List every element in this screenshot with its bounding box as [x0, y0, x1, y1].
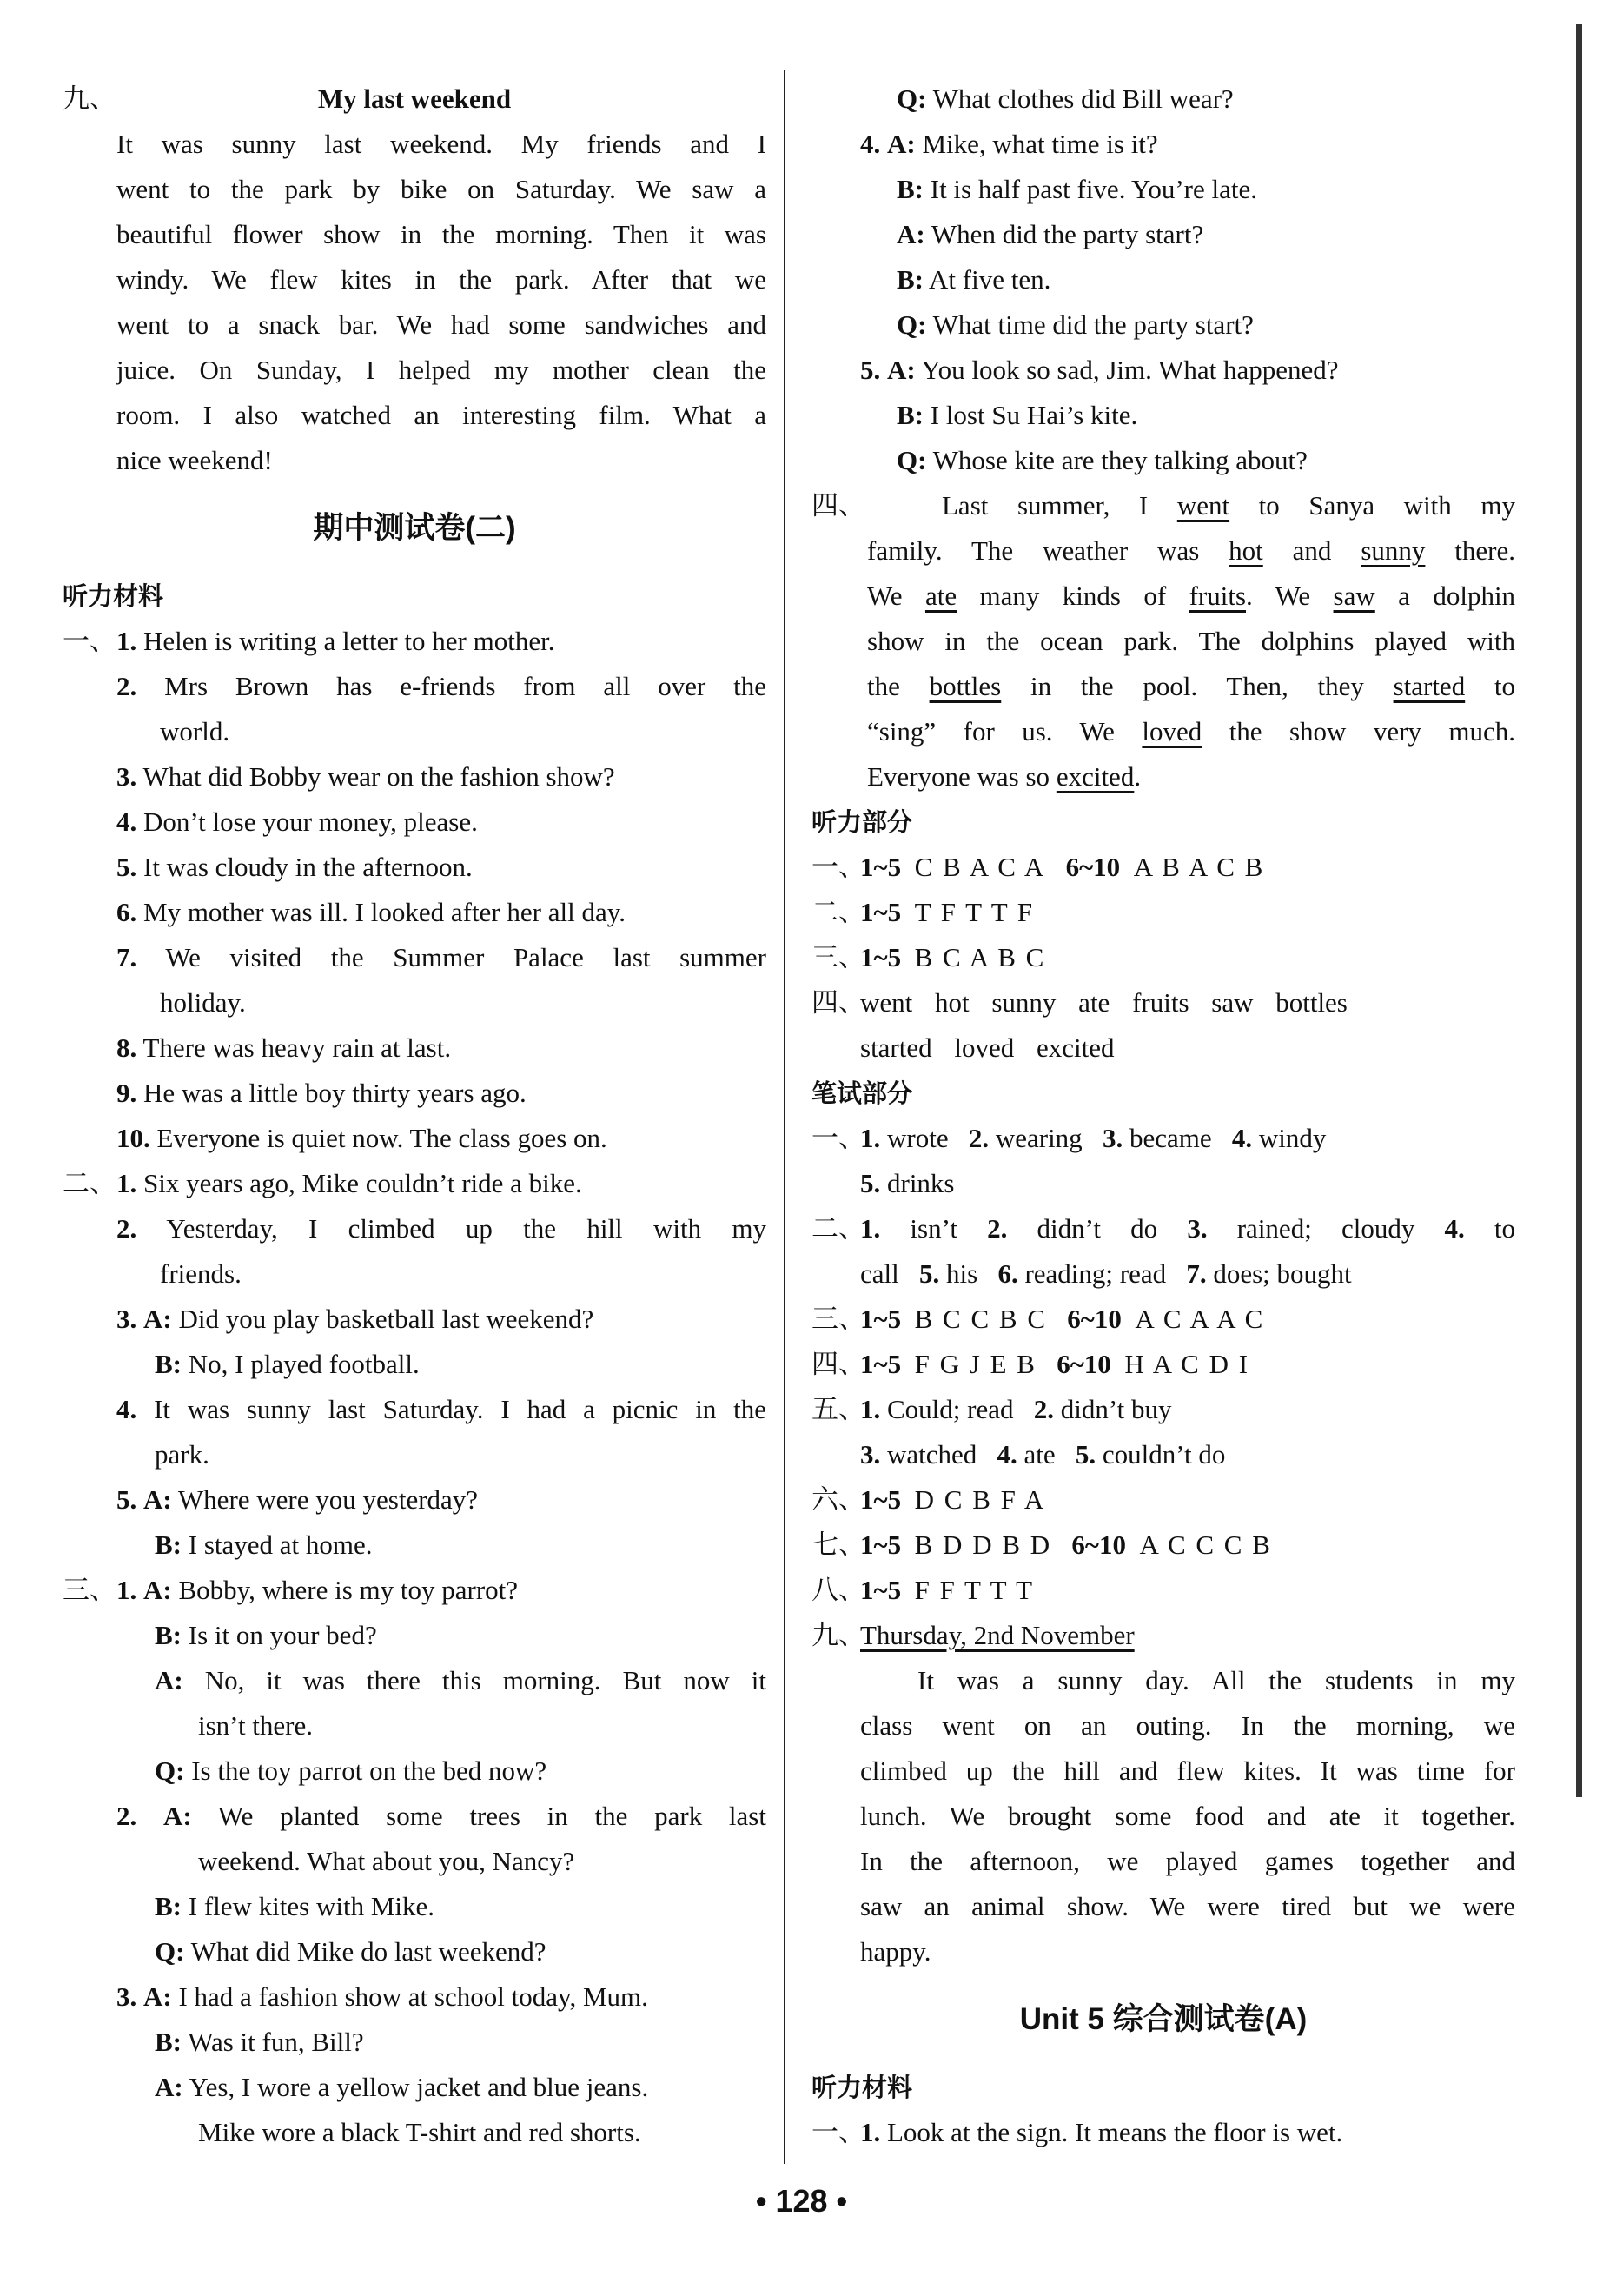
essay-line: went to a snack bar. We had some sandwiches and — [116, 309, 766, 340]
right-column — [811, 76, 1515, 2155]
listening-title: 听力材料 — [63, 581, 164, 611]
dialogue-line — [811, 167, 1515, 212]
answer-row-continued — [811, 1161, 1515, 1206]
item-continued: friends. — [160, 1258, 242, 1289]
cloze-text: . — [1134, 761, 1142, 792]
answer-range: 1~5 — [860, 1349, 902, 1379]
answer-value: became — [1129, 1123, 1212, 1153]
cloze-text: many kinds of — [979, 581, 1167, 611]
answer-row-continued: started loved excited — [860, 1032, 1115, 1063]
dialogue-line — [63, 1613, 766, 1658]
part-marker: 一、 — [811, 852, 865, 882]
cloze-text: there. — [1454, 535, 1516, 566]
question-line — [63, 1749, 766, 1794]
answer-values: A C C C B — [1139, 1530, 1272, 1560]
question-text: What clothes did Bill wear? — [932, 83, 1234, 114]
item — [63, 1974, 766, 2020]
essay-line: lunch. We brought some food and ate it together. — [860, 1801, 1515, 1831]
cloze-answer: ate — [924, 581, 957, 611]
test-title: 期中测试卷(二) — [313, 511, 516, 545]
answer-value: call — [860, 1258, 899, 1289]
item — [63, 845, 766, 890]
item-continued: world. — [160, 716, 230, 747]
answer-number: 1. — [860, 1123, 881, 1153]
page-edge-shadow — [1576, 24, 1582, 1797]
answer-range: 6~10 — [1057, 1349, 1111, 1379]
answer-number: 2. — [987, 1213, 1008, 1244]
answer-value: does; bought — [1213, 1258, 1352, 1289]
cloze-text: the — [867, 671, 900, 701]
dialogue-text: Mike, what time is it? — [922, 129, 1158, 159]
dialogue-line — [63, 1658, 766, 1703]
question-line — [63, 1929, 766, 1974]
dialogue-text: Is it on your bed? — [188, 1620, 377, 1650]
answer-number: 2. — [1033, 1394, 1054, 1424]
speaker: B: — [155, 1620, 182, 1650]
speaker: B: — [155, 1891, 182, 1921]
item — [63, 1794, 766, 1839]
speaker: A: — [887, 355, 916, 385]
left-column — [63, 76, 766, 2155]
part-marker: 二、 — [63, 1168, 116, 1198]
dialogue-text: Where were you yesterday? — [177, 1484, 479, 1515]
part-marker: 一、 — [63, 626, 116, 656]
cloze-line — [811, 709, 1515, 754]
item-text: There was heavy rain at last. — [142, 1032, 452, 1063]
essay-date: Thursday, 2nd November — [860, 1620, 1135, 1650]
dialogue-text: I lost Su Hai’s kite. — [930, 400, 1138, 430]
item — [63, 1025, 766, 1071]
answer-number: 1. — [860, 1394, 881, 1424]
answer-range: 6~10 — [1071, 1530, 1127, 1560]
item-text: Helen is writing a letter to her mother. — [143, 626, 555, 656]
item-number: 1. — [116, 626, 137, 656]
answer-row — [811, 935, 1515, 980]
item — [63, 935, 766, 980]
item-number: 8. — [116, 1032, 137, 1063]
item — [63, 890, 766, 935]
answer-values: T F T T F — [914, 897, 1035, 927]
item-continued: holiday. — [160, 987, 246, 1018]
answer-row — [811, 1342, 1515, 1387]
answer-number: 4. — [1444, 1213, 1465, 1244]
speaker: B: — [155, 1349, 182, 1379]
cloze-answer: excited — [1056, 761, 1135, 792]
dialogue-line — [811, 393, 1515, 438]
cloze-line — [811, 574, 1515, 619]
part-marker: 五、 — [811, 1394, 865, 1424]
cloze-text: and — [1292, 535, 1332, 566]
answer-range: 1~5 — [860, 1304, 902, 1334]
dialogue-line — [63, 1342, 766, 1387]
answer-row — [811, 845, 1515, 890]
speaker: B: — [155, 2027, 182, 2057]
essay-line: In the afternoon, we played games together and — [860, 1846, 1515, 1876]
item-text: Everyone is quiet now. The class goes on. — [156, 1123, 607, 1153]
item-number: 5. — [860, 355, 881, 385]
speaker: Q: — [897, 83, 927, 114]
dialogue-line — [811, 257, 1515, 302]
unit-test-title: Unit 5 综合测试卷(A) — [1019, 2002, 1308, 2036]
item-text: He was a little boy thirty years ago. — [143, 1078, 527, 1108]
cloze-line — [811, 528, 1515, 574]
dialogue-text: No, I played football. — [188, 1349, 420, 1379]
answer-row — [811, 1523, 1515, 1568]
answer-values: went hot sunny ate fruits saw bottles — [860, 987, 1348, 1018]
answer-number: 3. — [1187, 1213, 1208, 1244]
speaker: A: — [155, 1665, 183, 1695]
answer-row-continued — [811, 1251, 1515, 1297]
part-marker: 八、 — [811, 1575, 865, 1605]
answer-row-continued — [811, 1432, 1515, 1477]
part-marker: 二、 — [811, 1213, 865, 1244]
answer-row — [811, 1297, 1515, 1342]
item-number: 5. — [116, 1484, 137, 1515]
part-marker: 七、 — [811, 1530, 865, 1560]
essay-line: room. I also watched an interesting film. What a — [116, 400, 766, 430]
cloze-answer: loved — [1142, 716, 1202, 747]
answer-value: Could; read — [887, 1394, 1014, 1424]
answer-range: 1~5 — [860, 1575, 902, 1605]
cloze-line — [811, 664, 1515, 709]
essay-line: It was sunny last weekend. My friends and I — [116, 129, 766, 159]
cloze-answer: bottles — [929, 671, 1002, 701]
answer-values: B D D B D — [914, 1530, 1052, 1560]
cloze-text: family. The weather was — [867, 535, 1200, 566]
part-marker: 一、 — [811, 2117, 865, 2147]
answer-row — [811, 1613, 1515, 1658]
item — [63, 800, 766, 845]
cloze-answer: went — [1176, 490, 1230, 521]
essay-line: saw an animal show. We were tired but we were — [860, 1891, 1515, 1921]
answer-values: A C A A C — [1135, 1304, 1265, 1334]
cloze-answer: fruits — [1189, 581, 1247, 611]
item — [63, 1206, 766, 1251]
cloze-text: Last summer, I — [942, 490, 1149, 521]
essay-title: My last weekend — [317, 83, 512, 114]
essay-line: happy. — [860, 1936, 931, 1967]
item-text: Look at the sign. It means the floor is wet. — [887, 2117, 1343, 2147]
dialogue-continued: isn’t there. — [198, 1710, 314, 1741]
dialogue-text: Yes, I wore a yellow jacket and blue jeans. — [189, 2072, 649, 2102]
answer-range: 6~10 — [1067, 1304, 1122, 1334]
item-number: 2. — [116, 1213, 137, 1244]
answer-value: windy — [1258, 1123, 1327, 1153]
part-marker: 六、 — [811, 1484, 865, 1515]
part-marker: 九、 — [811, 1620, 865, 1650]
cloze-answer: sunny — [1361, 535, 1426, 566]
listening-title: 听力材料 — [811, 2073, 913, 2102]
answer-range: 6~10 — [1065, 852, 1121, 882]
essay-line: climbed up the hill and flew kites. It was time for — [860, 1755, 1515, 1786]
item-number: 5. — [116, 852, 137, 882]
cloze-text: to Sanya with my — [1258, 490, 1515, 521]
dialogue-line — [63, 2065, 766, 2110]
speaker: A: — [155, 2072, 183, 2102]
answer-row — [811, 980, 1399, 1025]
answer-row — [811, 1568, 1515, 1613]
answer-row — [811, 1387, 1515, 1432]
answer-value: didn’t do — [1037, 1213, 1158, 1244]
written-answers-title: 笔试部分 — [811, 1078, 913, 1108]
item-number: 9. — [116, 1078, 137, 1108]
answer-values: A B A C B — [1133, 852, 1265, 882]
answer-value: rained; cloudy — [1236, 1213, 1415, 1244]
part-marker: 四、 — [811, 490, 865, 521]
answer-number: 7. — [1186, 1258, 1207, 1289]
dialogue-line — [63, 1523, 766, 1568]
part-marker: 一、 — [811, 1123, 865, 1153]
cloze-text: the show very much. — [1229, 716, 1516, 747]
item — [63, 1568, 766, 1613]
item-text: Don’t lose your money, please. — [143, 806, 478, 837]
answer-number: 6. — [997, 1258, 1018, 1289]
answer-number: 5. — [919, 1258, 940, 1289]
speaker: A: — [887, 129, 916, 159]
answer-number: 3. — [1102, 1123, 1123, 1153]
item-text: We visited the Summer Palace last summer — [165, 942, 766, 972]
dialogue-text: I stayed at home. — [188, 1530, 373, 1560]
item — [63, 1387, 766, 1432]
speaker: Q: — [897, 445, 927, 475]
item-text: Mrs Brown has e-friends from all over the — [164, 671, 766, 701]
item-number: 1. — [116, 1575, 137, 1605]
item-number: 1. — [860, 2117, 881, 2147]
cloze-text: “sing” for us. We — [867, 716, 1115, 747]
item-text: Yesterday, I climbed up the hill with my — [166, 1213, 766, 1244]
answer-value: his — [946, 1258, 978, 1289]
speaker: B: — [897, 264, 924, 295]
dialogue-text: I flew kites with Mike. — [188, 1891, 435, 1921]
answer-row — [811, 1477, 1515, 1523]
answer-row — [811, 1116, 1515, 1161]
item-number: 4. — [116, 1394, 137, 1424]
speaker: Q: — [897, 309, 927, 340]
dialogue-text: Was it fun, Bill? — [188, 2027, 364, 2057]
answer-range: 1~5 — [860, 897, 902, 927]
cloze-text: . We — [1246, 581, 1311, 611]
answer-range: 1~5 — [860, 852, 902, 882]
essay-line: juice. On Sunday, I helped my mother clean the — [116, 355, 766, 385]
speaker: B: — [155, 1530, 182, 1560]
dialogue-line — [63, 2020, 766, 2065]
answer-values: F F T T T — [914, 1575, 1035, 1605]
answer-row — [811, 1206, 1515, 1251]
part-marker: 二、 — [811, 897, 865, 927]
answer-number: 1. — [860, 1213, 881, 1244]
item — [63, 619, 766, 664]
part-marker: 三、 — [811, 942, 865, 972]
dialogue-text: No, it was there this morning. But now it — [204, 1665, 766, 1695]
answer-row — [811, 890, 1515, 935]
essay-line: beautiful flower show in the morning. Then it was — [116, 219, 766, 249]
answer-number: 4. — [997, 1439, 1017, 1470]
item-number: 2. — [116, 671, 137, 701]
answer-number: 4. — [1231, 1123, 1253, 1153]
item-text: What did Bobby wear on the fashion show? — [142, 761, 615, 792]
speaker: Q: — [155, 1755, 185, 1786]
answer-values: D C B F A — [914, 1484, 1046, 1515]
question-text: Is the toy parrot on the bed now? — [191, 1755, 547, 1786]
item-text: Six years ago, Mike couldn’t ride a bike. — [143, 1168, 582, 1198]
column-divider — [784, 70, 785, 2164]
item — [811, 2110, 1515, 2155]
item-continued: park. — [155, 1439, 209, 1470]
dialogue-text: Bobby, where is my toy parrot? — [178, 1575, 519, 1605]
question-line — [811, 438, 1515, 483]
dialogue-text: At five ten. — [929, 264, 1051, 295]
answer-value: to — [1494, 1213, 1516, 1244]
essay-line: went to the park by bike on Saturday. We saw a — [116, 174, 766, 204]
item — [811, 122, 1515, 167]
item — [63, 1477, 766, 1523]
cloze-text: in the pool. Then, they — [1030, 671, 1364, 701]
essay-line: It was a sunny day. All the students in my — [917, 1665, 1515, 1695]
cloze-text: We — [867, 581, 903, 611]
answer-value: isn’t — [910, 1213, 957, 1244]
cloze-text: Everyone was so — [867, 761, 1050, 792]
part-marker: 四、 — [811, 1349, 865, 1379]
part-marker: 三、 — [811, 1304, 865, 1334]
cloze-text: a dolphin — [1398, 581, 1516, 611]
item — [63, 664, 766, 709]
dialogue-text: I had a fashion show at school today, Mum. — [178, 1981, 648, 2012]
question-line — [811, 76, 1515, 122]
dialogue-text: When did the party start? — [931, 219, 1204, 249]
answer-values: H A C D I — [1124, 1349, 1250, 1379]
answer-value: drinks — [887, 1168, 955, 1198]
essay-line: nice weekend! — [116, 445, 273, 475]
answer-values: C B A C A — [914, 852, 1046, 882]
item-number: 7. — [116, 942, 137, 972]
section-marker: 九、 — [63, 83, 116, 114]
answer-number: 3. — [860, 1439, 881, 1470]
item-number: 6. — [116, 897, 137, 927]
answer-value: wearing — [995, 1123, 1083, 1153]
item-text: It was sunny last Saturday. I had a picnic in the — [154, 1394, 767, 1424]
answer-values: B C A B C — [914, 942, 1046, 972]
item-number: 4. — [116, 806, 137, 837]
cloze-answer: started — [1393, 671, 1466, 701]
speaker: A: — [143, 1981, 172, 2012]
item-number: 1. — [116, 1168, 137, 1198]
question-text: What time did the party start? — [932, 309, 1254, 340]
item — [811, 348, 1515, 393]
listening-answers-title: 听力部分 — [811, 807, 913, 837]
dialogue-text: It is half past five. You’re late. — [930, 174, 1257, 204]
item — [63, 754, 766, 800]
answer-values: B C C B C — [914, 1304, 1048, 1334]
answer-value: didn’t buy — [1060, 1394, 1172, 1424]
answer-value: wrote — [887, 1123, 949, 1153]
speaker: A: — [897, 219, 925, 249]
item-number: 4. — [860, 129, 881, 159]
speaker: A: — [163, 1801, 192, 1831]
cloze-answer: hot — [1229, 535, 1263, 566]
item-number: 3. — [116, 761, 137, 792]
question-text: What did Mike do last weekend? — [190, 1936, 546, 1967]
item — [63, 1116, 766, 1161]
item — [63, 1297, 766, 1342]
item-number: 3. — [116, 1304, 137, 1334]
speaker: B: — [897, 174, 924, 204]
dialogue-continued: Mike wore a black T-shirt and red shorts. — [198, 2117, 641, 2147]
dialogue-text: You look so sad, Jim. What happened? — [921, 355, 1339, 385]
answer-value: couldn’t do — [1102, 1439, 1226, 1470]
page-number: • 128 • — [755, 2183, 848, 2219]
cloze-line: show in the ocean park. The dolphins played with — [867, 626, 1515, 656]
speaker: A: — [143, 1575, 172, 1605]
answer-range: 1~5 — [860, 942, 902, 972]
cloze-text: to — [1494, 671, 1516, 701]
cloze-line — [811, 483, 1515, 528]
dialogue-continued: weekend. What about you, Nancy? — [198, 1846, 575, 1876]
essay-line: class went on an outing. In the morning, we — [860, 1710, 1515, 1741]
question-line — [811, 302, 1515, 348]
answer-range: 1~5 — [860, 1530, 902, 1560]
dialogue-text: Did you play basketball last weekend? — [178, 1304, 594, 1334]
answer-value: reading; read — [1024, 1258, 1167, 1289]
speaker: A: — [143, 1484, 172, 1515]
part-marker: 三、 — [63, 1575, 116, 1605]
cloze-answer: saw — [1333, 581, 1375, 611]
speaker: A: — [143, 1304, 172, 1334]
dialogue-line — [811, 212, 1515, 257]
item — [63, 1071, 766, 1116]
answer-values: F G J E B — [914, 1349, 1037, 1379]
item — [63, 1161, 766, 1206]
cloze-line — [811, 754, 1515, 800]
section-9-header — [63, 76, 766, 122]
answer-range: 1~5 — [860, 1484, 902, 1515]
question-text: Whose kite are they talking about? — [932, 445, 1308, 475]
answer-value: watched — [887, 1439, 977, 1470]
speaker: Q: — [155, 1936, 185, 1967]
part-marker: 四、 — [811, 987, 865, 1018]
answer-value: ate — [1023, 1439, 1056, 1470]
dialogue-line — [63, 1884, 766, 1929]
item-text: It was cloudy in the afternoon. — [143, 852, 473, 882]
answer-number: 2. — [968, 1123, 990, 1153]
item-text: My mother was ill. I looked after her all day. — [143, 897, 626, 927]
answer-number: 5. — [860, 1168, 881, 1198]
answer-number: 5. — [1075, 1439, 1096, 1470]
item-number: 2. — [116, 1801, 137, 1831]
speaker: B: — [897, 400, 924, 430]
dialogue-text: We planted some trees in the park last — [217, 1801, 766, 1831]
essay-line: windy. We flew kites in the park. After that we — [116, 264, 766, 295]
item-number: 3. — [116, 1981, 137, 2012]
item-number: 10. — [116, 1123, 150, 1153]
